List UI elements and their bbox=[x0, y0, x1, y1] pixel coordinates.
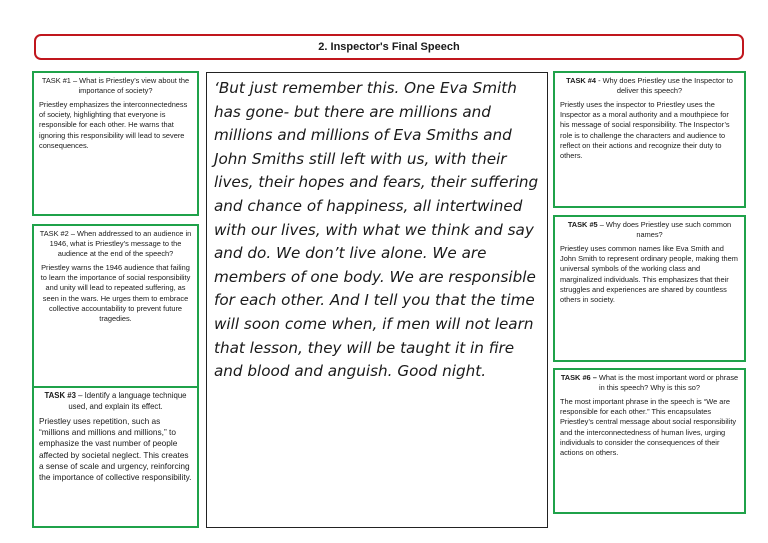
task-3-answer: Priestley uses repetition, such as “millions and millions and millions,” to emphasize the vast number of people affected by societal neglect. This creates a sense of scale and urgency, reinforcing the importance of collective responsibility. bbox=[39, 416, 192, 483]
task-6-label: TASK #6 – bbox=[560, 373, 597, 382]
speech-quote-box bbox=[206, 72, 548, 528]
task-1-box bbox=[32, 71, 199, 216]
task-6-question: What is the most important word or phrase in this speech? Why is this so? bbox=[596, 373, 739, 392]
task-1-label: TASK #1 bbox=[41, 76, 71, 85]
task-6-answer: The most important phrase in the speech is “We are responsible for each other.” This encapsulates Priestley’s central message about social responsibility and the interconnectedness of human lives, urging individuals to consider the consequences of their actions on others. bbox=[560, 397, 737, 458]
task-3-box bbox=[32, 386, 199, 528]
task-3-question: – Identify a language technique used, and explain its effect. bbox=[68, 391, 187, 411]
task-4-box bbox=[553, 71, 746, 208]
task-5-heading bbox=[560, 220, 739, 240]
task-6-heading bbox=[560, 373, 739, 393]
task-2-question: – When addressed to an audience in 1946, what is Priestley’s message to the audience at the end of the speech? bbox=[49, 229, 192, 258]
task-4-label: TASK #4 bbox=[566, 76, 597, 85]
task-2-heading bbox=[39, 229, 192, 259]
page-title-text: 2. Inspector's Final Speech bbox=[318, 41, 460, 53]
task-2-label: TASK #2 bbox=[39, 229, 69, 238]
task-4-question: - Why does Priestley use the Inspector to deliver this speech? bbox=[596, 76, 733, 95]
task-2-answer: Priestley warns the 1946 audience that failing to learn the importance of social responsibility and unity will lead to repeated suffering, as seen in the wars. He urges them to embrace collective accountability to prevent future tragedies. bbox=[40, 263, 191, 324]
task-5-label: TASK #5 bbox=[567, 220, 598, 229]
page-title bbox=[34, 34, 744, 60]
speech-quote-text: ‘But just remember this. One Eva Smith has gone- but there are millions and millions and millions of Eva Smiths and John Smiths still left with us, with their lives, their hopes and fears, their suffering and chance of happiness, all intertwined with our lives, with what we think and say and do. We don’t live alone. We are members of one body. We are responsible for each other. And I tell you that the time will soon come when, if men will not learn that lesson, they will be taught it in fire and blood and anguish. Good night. bbox=[214, 79, 539, 381]
task-3-heading bbox=[39, 391, 192, 412]
task-1-answer: Priestley emphasizes the interconnectedness of society, highlighting that everyone is responsible for each other. He warns that ignoring this responsibility will lead to severe consequences. bbox=[39, 100, 188, 150]
task-3-label: TASK #3 bbox=[44, 391, 76, 400]
task-4-answer: Priestly uses the inspector to Priestley uses the Inspector as a moral authority and a mouthpiece for his message of social responsibility. The Inspector’s role is to challenge the characters and audience to reflect on their actions and recognize their duty to others. bbox=[560, 100, 730, 161]
task-1-question: – What is Priestley’s view about the importance of society? bbox=[70, 76, 190, 95]
task-5-question: – Why does Priestley use such common names? bbox=[597, 220, 732, 239]
task-5-box bbox=[553, 215, 746, 362]
task-6-box bbox=[553, 368, 746, 514]
task-2-box bbox=[32, 224, 199, 388]
task-4-heading bbox=[560, 76, 739, 96]
task-1-heading bbox=[39, 76, 192, 96]
task-5-answer: Priestley uses common names like Eva Smith and John Smith to represent ordinary people, making them universal symbols of the working class and marginalized individuals. This emphasizes that their struggles and experiences are shared by countless others in society. bbox=[560, 244, 738, 305]
